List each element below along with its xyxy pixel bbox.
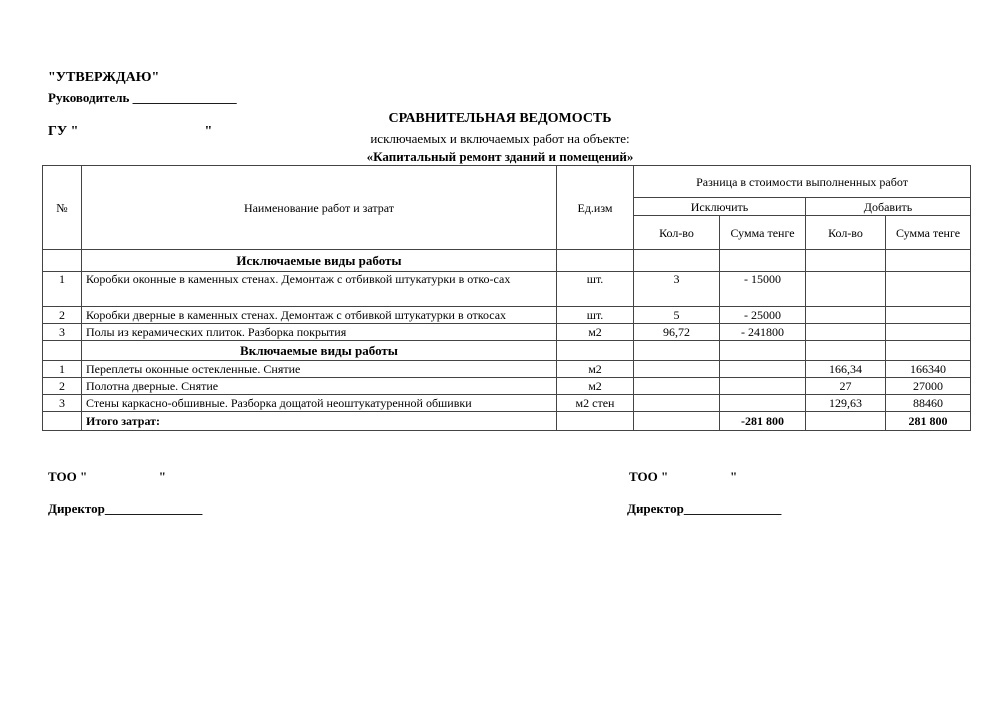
header-num: №: [43, 166, 82, 250]
right-org: ТОО " ": [629, 469, 738, 484]
header-add-sum: Сумма тенге: [886, 216, 971, 250]
table-row: 2 Полотна дверные. Снятие м2 27 27000: [43, 378, 971, 395]
total-label: Итого затрат:: [82, 412, 557, 431]
table-row: 1 Коробки оконные в каменных стенах. Демонтаж с отбивкой штукатурки в отко-сах шт. 3 - 15000: [43, 272, 971, 307]
header-ex-sum: Сумма тенге: [720, 216, 806, 250]
org-label: ГУ " ": [48, 124, 213, 139]
total-added: 281 800: [886, 412, 971, 431]
header-add: Добавить: [806, 198, 971, 216]
left-director: Директор_______________: [48, 501, 203, 516]
header-name: Наименование работ и затрат: [82, 166, 557, 250]
section-included: Включаемые виды работы: [82, 341, 557, 361]
header-unit: Ед.изм: [557, 166, 634, 250]
header-ex-qty: Кол-во: [634, 216, 720, 250]
header-add-qty: Кол-во: [806, 216, 886, 250]
header-diff: Разница в стоимости выполненных работ: [634, 166, 971, 198]
document-title: СРАВНИТЕЛЬНАЯ ВЕДОМОСТЬ: [388, 111, 612, 126]
header-exclude: Исключить: [634, 198, 806, 216]
document-subtitle: исключаемых и включаемых работ на объекте:: [370, 131, 630, 146]
total-excluded: -281 800: [720, 412, 806, 431]
table-row: 2 Коробки дверные в каменных стенах. Демонтаж с отбивкой штукатурки в откосах шт. 5 - 25000: [43, 307, 971, 324]
comparison-table: [42, 165, 971, 431]
table-row: 3 Полы из керамических плиток. Разборка покрытия м2 96,72 - 241800: [43, 324, 971, 341]
table-row: 1 Переплеты оконные остекленные. Снятие м2 166,34 166340: [43, 361, 971, 378]
table-row: 3 Стены каркасно-обшивные. Разборка дощатой неоштукатуренной обшивки м2 стен 129,63 88460: [43, 395, 971, 412]
manager-signature: Руководитель ________________: [48, 90, 237, 105]
approve-label: "УТВЕРЖДАЮ": [48, 70, 160, 85]
object-name: «Капитальный ремонт зданий и помещений»: [366, 149, 634, 164]
left-org: ТОО " ": [48, 469, 166, 484]
section-excluded: Исключаемые виды работы: [82, 250, 557, 272]
right-director: Директор_______________: [627, 501, 782, 516]
total-row: [43, 412, 971, 431]
